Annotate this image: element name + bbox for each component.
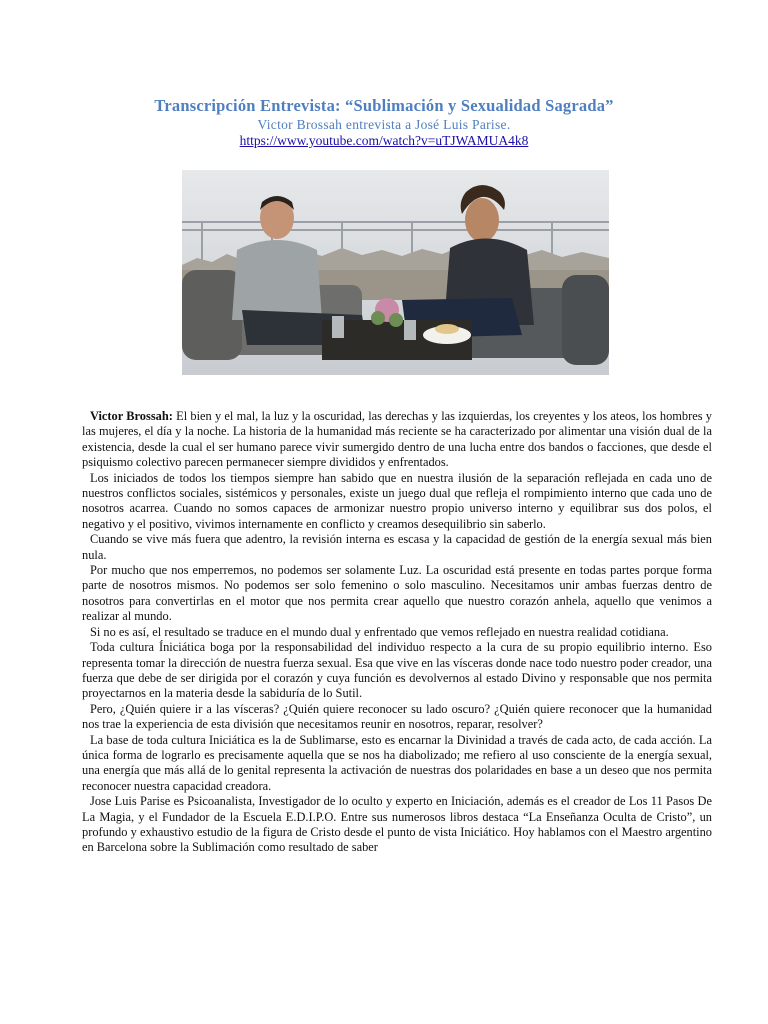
youtube-link[interactable]: https://www.youtube.com/watch?v=uTJWAMUA4k8 [239, 133, 529, 148]
paragraph-9: Jose Luis Parise es Psicoanalista, Investigador de lo oculto y experto en Iniciación, además es el creador de Los 11 Pasos De La Magia, y el Fundador de la Escuela E.D.I.P.O. Entre sus numerosos libros destaca “La Enseñanza Oculta de Cristo”, un profundo y exhaustivo estudio de la figura de Cristo desde el punto de vista Iniciático. Hoy hablamos con el Maestro argentino en Barcelona sobre la Sublimación como resultado de saber [82, 794, 712, 855]
paragraph-3: Cuando se vive más fuera que adentro, la revisión interna es escasa y la capacidad de gestión de la energía sexual más bien nula. [82, 532, 712, 562]
document-title: Transcripción Entrevista: “Sublimación y Sexualidad Sagrada” [154, 96, 614, 115]
speaker-label: Victor Brossah: [90, 409, 173, 423]
paragraph-2: Los iniciados de todos los tiempos siempre han sabido que en nuestra ilusión de la separación reflejada en cada uno de nuestros conflictos sociales, sistémicos y personales, existe un juego dual que refleja el rompimiento interno que cada uno de nosotros acarrea. Cuando no somos capaces de armonizar nuestro propio universo interno y equilibrar sus dos polos, el negativo y el positivo, vivimos internamente en conflicto y creamos desequilibrio sin saberlo. [82, 470, 712, 531]
paragraph-8: La base de toda cultura Iniciática es la de Sublimarse, esto es encarnar la Divinidad a través de cada acto, de cada acción. La única forma de lograrlo es precisamente aquella que se nos ha diabolizado; me refiero al uso consciente de la energía sexual, una energía que más allá de lo genital representa la activación de nuestras dos polaridades en base a un deseo que nos permita reconocer nuestra capacidad creadora. [82, 732, 712, 793]
paragraph-6: Toda cultura Íniciática boga por la responsabilidad del individuo respecto a la cura de su propio equilibrio interno. Eso representa tomar la dirección de nuestra fuerza sexual. Esa que vive en las vísceras donde nace todo nuestro poder creador, una fuerza que debe de ser dirigida por el corazón y cuya función es devolvernos al estado Divino y responsable que nos permita proyectarnos en la materia desde la sabiduría de lo Sutil. [82, 640, 712, 701]
paragraph-4: Por mucho que nos emperremos, no podemos ser solamente Luz. La oscuridad está presente en todas partes porque forma parte de nosotros mismos. No podemos ser solo femenino o solo masculino. Necesitamos unir ambas fuerzas dentro de nosotros para convertirlas en el motor que nos permita crear aquello que nuestro corazón anhela, aquello que venimos a realizar al mundo. [82, 563, 712, 624]
interview-photo [182, 170, 609, 375]
paragraph-7: Pero, ¿Quién quiere ir a las vísceras? ¿Quién quiere reconocer su lado oscuro? ¿Quién quiere reconocer que la humanidad nos trae la experiencia de esta división que necesitamos reunir en nosotros, reparar, resolver? [82, 701, 712, 732]
paragraph-5: Si no es así, el resultado se traduce en el mundo dual y enfrentado que vemos reflejado en nuestra realidad cotidiana. [90, 624, 669, 639]
paragraph-1-text: El bien y el mal, la luz y la oscuridad, las derechas y las izquierdas, los creyentes y los ateos, los hombres y las mujeres, el día y la noche. La historia de la humanidad más reciente se ha caracterizado por alimentar una visión dual de la existencia, desde la cual el ser humano parece vivir sumergido dentro de una lucha entre dos bandos o facciones, que desde el psiquismo colectivo parecen permanecer siempre divididos y enfrentados. [82, 409, 713, 470]
paragraph-1 [82, 409, 712, 471]
document-subtitle: Victor Brossah entrevista a José Luis Parise. [257, 117, 511, 132]
transcript-body [82, 409, 712, 856]
document-header [0, 96, 768, 149]
